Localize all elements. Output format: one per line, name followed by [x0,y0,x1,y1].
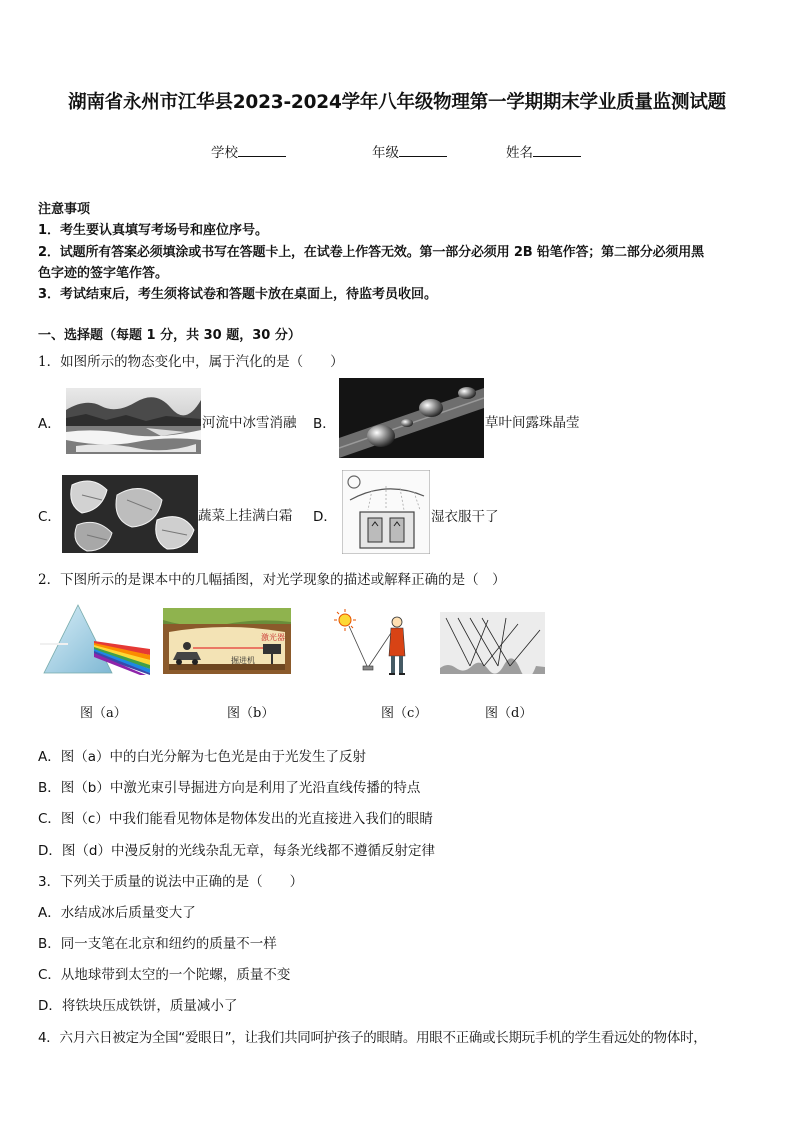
q2-stem: 2．下图所示的是课本中的几幅插图，对光学现象的描述或解释正确的是（ ） [38,572,506,588]
q1-image-a-ice-river [66,388,201,454]
q1-option-d-letter[interactable]: D． [313,509,337,525]
q2-option-d[interactable]: D．图（d）中漫反射的光线杂乱无章，每条光线都不遵循反射定律 [38,843,435,859]
q1-option-c-letter[interactable]: C． [38,509,61,525]
q1-option-c-text: 蔬菜上挂满白霜 [198,508,293,524]
q2-option-b[interactable]: B．图（b）中激光束引导掘进方向是利用了光沿直线传播的特点 [38,780,421,796]
q3-stem: 3．下列关于质量的说法中正确的是（ ） [38,874,304,890]
q2-figure-a-prism [40,603,150,675]
q1-stem: 1．如图所示的物态变化中，属于汽化的是（ ） [38,354,344,370]
notes-item-2-cont: 色字迹的签字笔作答。 [38,266,169,281]
q4-stem: 4．六月六日被定为全国“爱眼日”，让我们共同呵护孩子的眼睛。用眼不正确或长期玩手机的学生看远处的物体时， [38,1030,707,1046]
q2-caption-c: 图（c） [381,706,428,721]
name-blank[interactable] [533,144,581,157]
notes-heading: 注意事项 [38,202,91,217]
school-label: 学校 [211,145,238,161]
q2-caption-b: 图（b） [227,706,275,721]
q1-image-d-clothes-drying [342,470,430,554]
q3-option-b[interactable]: B．同一支笔在北京和纽约的质量不一样 [38,936,277,952]
grade-field[interactable] [372,141,447,161]
q2-figure-b-laser-tunnel [163,608,291,674]
grade-label: 年级 [372,145,399,161]
section-heading: 一、选择题（每题 1 分，共 30 题，30 分） [38,328,301,343]
fig-b-label-laser: 激光器 [261,633,285,642]
q2-option-c[interactable]: C．图（c）中我们能看见物体是物体发出的光直接进入我们的眼睛 [38,811,433,827]
q3-option-c[interactable]: C．从地球带到太空的一个陀螺，质量不变 [38,967,291,983]
q2-option-a[interactable]: A．图（a）中的白光分解为七色光是由于光发生了反射 [38,749,367,765]
q1-option-d-text: 湿衣服干了 [431,509,499,525]
notes-item-1: 1．考生要认真填写考场号和座位序号。 [38,223,269,238]
q1-image-b-dew-drops [339,378,484,458]
q1-option-b-text: 草叶间露珠晶莹 [485,415,580,431]
school-blank[interactable] [238,144,286,157]
notes-item-3: 3．考试结束后，考生须将试卷和答题卡放在桌面上，待监考员收回。 [38,287,438,302]
q1-option-a-letter[interactable]: A． [38,416,61,432]
q2-caption-a: 图（a） [80,706,127,721]
q2-figure-c-seeing-object [331,608,423,684]
q3-option-a[interactable]: A．水结成冰后质量变大了 [38,905,196,921]
fig-b-label-tbm: 掘进机 [231,656,255,665]
q2-caption-d: 图（d） [485,706,533,721]
page-title: 湖南省永州市江华县2023-2024学年八年级物理第一学期期末学业质量监测试题 [68,92,726,113]
q1-image-c-frost [62,475,198,553]
notes-item-2: 2．试题所有答案必须填涂或书写在答题卡上，在试卷上作答无效。第一部分必须用 2B 铅笔作答；第二部分必须用黑 [38,245,704,260]
q3-option-d[interactable]: D．将铁块压成铁饼，质量减小了 [38,998,238,1014]
q1-option-b-letter[interactable]: B． [313,416,336,432]
school-field[interactable] [211,141,286,161]
name-field[interactable] [506,141,581,161]
name-label: 姓名 [506,145,533,161]
q2-figure-d-diffuse-reflection [440,612,545,674]
grade-blank[interactable] [399,144,447,157]
q1-option-a-text: 河流中冰雪消融 [202,415,297,431]
